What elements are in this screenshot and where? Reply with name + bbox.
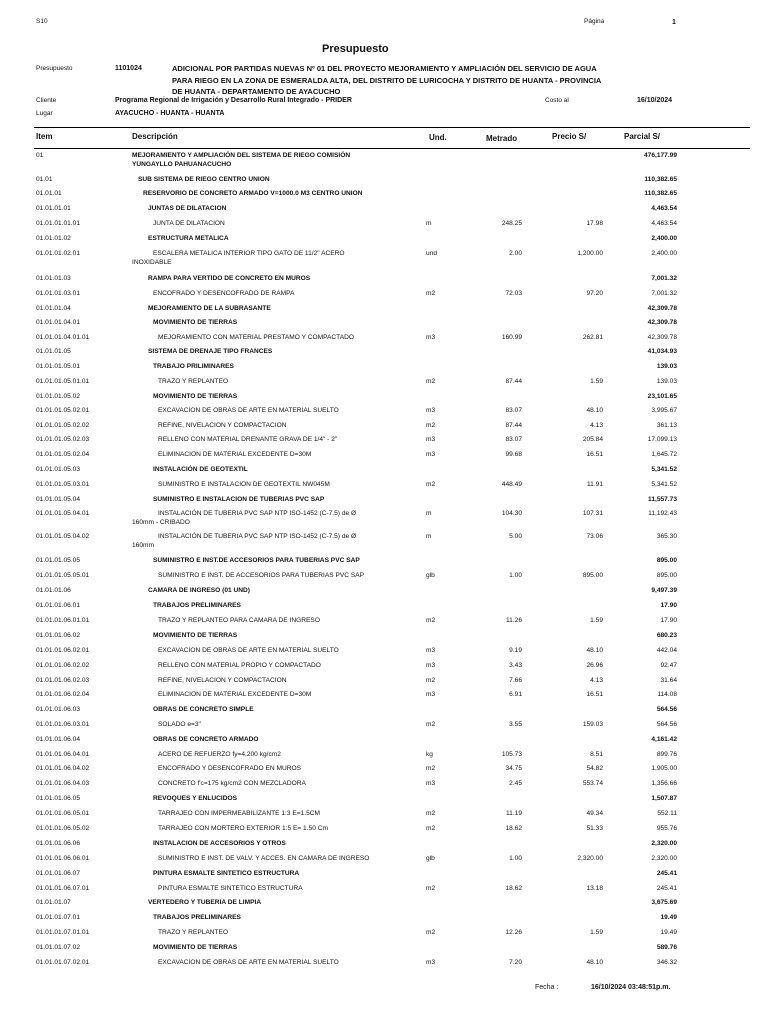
row-item-code: 01.01.01.01	[36, 205, 71, 212]
row-description: CAMARA DE INGRESO (01 UND)	[148, 587, 250, 594]
row-item-code: 01.01.01.06.02.03	[36, 677, 90, 684]
row-metrado: 6.91	[509, 691, 522, 698]
row-description: SUB SISTEMA DE RIEGO CENTRO UNION	[138, 176, 270, 183]
row-item-code: 01.01.01.05	[36, 348, 71, 355]
row-unit: m3	[426, 780, 436, 787]
row-partial: 564.56	[656, 721, 677, 728]
budget-description-line-3: DE HUANTA - DEPARTAMENTO DE AYACUCHO	[172, 87, 341, 96]
row-unit: m2	[426, 422, 436, 429]
row-price: 48.10	[586, 647, 603, 654]
row-item-code: 01.01.01.04	[36, 305, 71, 312]
row-price: 26.96	[586, 662, 603, 669]
row-item-code: 01.01.01.03.01	[36, 290, 80, 297]
row-description: MEJORAMIENTO Y AMPLIACIÓN DEL SISTEMA DE RIEGO COMISIÓN	[132, 152, 351, 159]
row-partial: 4,463.54	[651, 205, 677, 212]
row-item-code: 01.01.01.02.01	[36, 250, 80, 257]
row-partial: 1,507.87	[651, 795, 677, 802]
row-price: 16.51	[586, 691, 603, 698]
row-unit: m3	[426, 959, 436, 966]
row-item-code: 01.01.01.01.01	[36, 220, 80, 227]
row-description: VERTEDERO Y TUBERIA DE LIMPIA	[148, 899, 262, 906]
row-item-code: 01.01.01.04.01.01	[36, 334, 90, 341]
row-description-continuation: INOXIDABLE	[132, 259, 172, 266]
row-price: 51.33	[586, 825, 603, 832]
row-item-code: 01.01.01.07.02.01	[36, 959, 90, 966]
row-price: 1.59	[590, 617, 603, 624]
row-description: TRAZO Y REPLANTEO	[158, 929, 229, 936]
cost-date: 16/10/2024	[637, 97, 673, 104]
row-price: 1.59	[590, 378, 603, 385]
row-unit: m3	[426, 334, 436, 341]
row-unit: m3	[426, 436, 436, 443]
row-metrado: 2.00	[509, 250, 522, 257]
row-description: ACERO DE REFUERZO fy=4,200 kg/cm2	[158, 751, 281, 758]
row-description: TARRAJEO CON MORTERO EXTERIOR 1:5 E= 1.50 Cm	[158, 825, 328, 832]
row-item-code: 01.01.01.06.04	[36, 736, 80, 743]
row-unit: m3	[426, 691, 436, 698]
row-description: RAMPA PARA VERTIDO DE CONCRETO EN MUROS	[148, 275, 311, 282]
row-description: JUNTA DE DILATACION	[153, 220, 225, 227]
row-partial: 346.32	[656, 959, 677, 966]
row-partial: 7,001.32	[651, 275, 677, 282]
row-partial: 7,001.32	[651, 290, 677, 297]
row-item-code: 01.01.01.06.06.01	[36, 855, 90, 862]
row-description: TRABAJOS PRELIMINARES	[153, 602, 241, 609]
row-item-code: 01.01.01.06.04.01	[36, 751, 90, 758]
row-partial: 1,645.72	[651, 451, 677, 458]
row-unit: m	[426, 220, 432, 227]
row-partial: 564.56	[656, 706, 677, 713]
row-description: TRAZO Y REPLANTEO PARA CAMARA DE INGRESO	[158, 617, 320, 624]
row-description: SUMINISTRO E INST.DE ACCESORIOS PARA TUBERIAS PVC SAP	[153, 557, 360, 564]
row-item-code: 01.01.01.07	[36, 899, 71, 906]
row-description-continuation: YUNGAYLLO PAHUANACUCHO	[132, 161, 232, 168]
row-price: 54.82	[586, 765, 603, 772]
row-metrado: 83.07	[505, 436, 522, 443]
row-price: 73.06	[586, 533, 603, 540]
row-item-code: 01.01.01.05.02.03	[36, 436, 90, 443]
row-item-code: 01.01.01.05.01	[36, 363, 80, 370]
row-partial: 5,341.52	[651, 466, 677, 473]
row-metrado: 18.62	[505, 885, 522, 892]
row-metrado: 104.30	[501, 510, 522, 517]
row-item-code: 01.01.01.06.01	[36, 602, 80, 609]
row-metrado: 448.49	[501, 481, 522, 488]
row-price: 8.51	[590, 751, 603, 758]
row-metrado: 7.20	[509, 959, 522, 966]
row-description: MEJORAMIENTO DE LA SUBRASANTE	[148, 305, 271, 312]
row-description: MOVIMIENTO DE TIERRAS	[153, 319, 238, 326]
row-description: INSTALACIÓN DE TUBERIA PVC SAP NTP ISO-1452 (C-7.5) de Ø	[158, 533, 357, 540]
row-description: INSTALACIÓN DE GEOTEXTIL	[153, 466, 248, 473]
row-price: 1.59	[590, 929, 603, 936]
row-item-code: 01.01.01.02	[36, 235, 71, 242]
row-metrado: 87.44	[505, 378, 522, 385]
row-price: 16.51	[586, 451, 603, 458]
row-description: ESTRUCTURA METALICA	[148, 235, 229, 242]
row-unit: m	[426, 533, 432, 540]
row-partial: 4,161.42	[651, 736, 677, 743]
row-description: JUNTAS DE DILATACION	[148, 205, 227, 212]
row-metrado: 83.07	[505, 407, 522, 414]
column-header-unit: Und.	[429, 133, 447, 142]
row-unit: m2	[426, 825, 436, 832]
row-partial: 23,101.65	[647, 393, 677, 400]
row-partial: 442.04	[656, 647, 677, 654]
row-unit: m2	[426, 290, 436, 297]
place-label: Lugar	[36, 110, 53, 117]
row-price: 11.91	[586, 481, 603, 488]
row-unit: kg	[426, 751, 433, 758]
row-item-code: 01.01.01.07.02	[36, 944, 80, 951]
row-metrado: 72.03	[505, 290, 522, 297]
cost-date-label: Costo al	[545, 97, 569, 104]
row-metrado: 160.99	[501, 334, 522, 341]
row-description: OBRAS DE CONCRETO SIMPLE	[153, 706, 254, 713]
row-price: 262.81	[582, 334, 603, 341]
client-label: Cliente	[36, 97, 57, 104]
corner-code: S10	[36, 18, 48, 25]
row-item-code: 01.01.01.05.04	[36, 496, 80, 503]
row-item-code: 01.01.01.05.02.04	[36, 451, 90, 458]
row-item-code: 01.01.01.05.05.01	[36, 572, 90, 579]
row-unit: m2	[426, 481, 436, 488]
row-item-code: 01.01.01.05.03	[36, 466, 80, 473]
row-item-code: 01.01.01.05.01.01	[36, 378, 90, 385]
row-partial: 3,995.67	[651, 407, 677, 414]
row-metrado: 2.45	[509, 780, 522, 787]
row-item-code: 01.01.01.05.05	[36, 557, 80, 564]
row-partial: 245.41	[656, 885, 677, 892]
row-partial: 41,034.93	[647, 348, 677, 355]
row-item-code: 01.01.01.05.03.01	[36, 481, 90, 488]
row-item-code: 01.01.01	[36, 190, 62, 197]
row-price: 17.98	[586, 220, 603, 227]
budget-description-line-1: ADICIONAL POR PARTIDAS NUEVAS Nº 01 DEL PROYECTO MEJORAMIENTO Y AMPLIACIÓN DEL SERVICIO DE AGUA	[172, 64, 597, 73]
row-description: EXCAVACION DE OBRAS DE ARTE EN MATERIAL SUELTO	[158, 959, 339, 966]
row-item-code: 01.01.01.06	[36, 587, 71, 594]
row-item-code: 01.01.01.05.02	[36, 393, 80, 400]
row-description: ELIMINACION DE MATERIAL EXCEDENTE D=30M	[158, 451, 312, 458]
column-header-description: Descripción	[132, 132, 178, 141]
row-description: SUMINISTRO E INST. DE ACCESORIOS PARA TUBERIAS PVC SAP	[158, 572, 365, 579]
row-item-code: 01.01.01.06.06	[36, 840, 80, 847]
row-description: SOLADO e=3"	[158, 721, 201, 728]
row-description: SUMINISTRO E INST. DE VALV. Y ACCES. EN CAMARA DE INGRESO	[158, 855, 370, 862]
row-unit: m3	[426, 647, 436, 654]
row-description: INSTALACIÓN DE TUBERIA PVC SAP NTP ISO-1452 (C-7.5) de Ø	[158, 510, 357, 517]
row-unit: m2	[426, 765, 436, 772]
row-partial: 895.00	[656, 557, 677, 564]
row-metrado: 7.66	[509, 677, 522, 684]
row-description: REVOQUES Y ENLUCIDOS	[153, 795, 238, 802]
row-description: TARRAJEO CON IMPERMEABILIZANTE 1:3 E=1.5CM	[158, 810, 321, 817]
row-partial: 552.11	[657, 810, 677, 817]
page-label: Página	[584, 18, 605, 25]
row-description: INSTALACION DE ACCESORIOS Y OTROS	[153, 840, 286, 847]
row-unit: m	[426, 510, 432, 517]
row-item-code: 01.01.01.06.02.04	[36, 691, 90, 698]
row-unit: glb	[426, 572, 435, 579]
row-partial: 31.64	[660, 677, 677, 684]
row-item-code: 01.01.01.06.02.01	[36, 647, 90, 654]
row-metrado: 34.75	[505, 765, 522, 772]
row-metrado: 11.19	[505, 810, 522, 817]
row-item-code: 01.01.01.06.05.01	[36, 810, 90, 817]
column-header-partial: Parcial S/	[624, 132, 661, 141]
row-description: PINTURA ESMALTE SINTETICO ESTRUCTURA	[153, 870, 300, 877]
row-metrado: 3.55	[509, 721, 522, 728]
column-header-metrado: Metrado	[486, 134, 518, 143]
row-price: 4.13	[590, 422, 603, 429]
row-description: TRAZO Y REPLANTEO	[158, 378, 229, 385]
row-metrado: 1.00	[509, 572, 522, 579]
row-description: SUMINISTRO E INSTALACION DE TUBERIAS PVC SAP	[153, 496, 325, 503]
budget-description-line-2: PARA RIEGO EN LA ZONA DE ESMERALDA ALTA, DEL DISTRITO DE LURICOCHA Y DISTRITO DE HUANTA - PROVINCIA	[172, 75, 602, 85]
row-partial: 139.03	[656, 378, 677, 385]
row-description: ENCOFRADO Y DESENCOFRADO DE RAMPA	[153, 290, 295, 297]
row-unit: m3	[426, 407, 436, 414]
row-partial: 2,320.00	[651, 855, 677, 862]
row-description: PINTURA ESMALTE SINTETICO ESTRUCTURA	[158, 885, 303, 892]
budget-code: 1101024	[115, 65, 142, 72]
row-metrado: 1.00	[509, 855, 522, 862]
row-item-code: 01.01.01.06.03	[36, 706, 80, 713]
row-partial: 42,309.78	[647, 334, 677, 341]
row-description-continuation: 160mm - CRIBADO	[132, 519, 190, 526]
row-partial: 895.00	[656, 572, 677, 579]
row-description: MEJORAMIENTO CON MATERIAL PRESTAMO Y COMPACTADO	[158, 334, 355, 341]
document-title: Presupuesto	[322, 43, 389, 55]
row-metrado: 9.19	[509, 647, 522, 654]
row-partial: 110,382.65	[644, 190, 677, 197]
footer-date-label: Fecha :	[535, 984, 559, 991]
row-partial: 2,400.00	[651, 235, 677, 242]
row-partial: 19.49	[660, 929, 677, 936]
row-item-code: 01.01.01.06.03.01	[36, 721, 90, 728]
row-partial: 42,309.78	[647, 305, 677, 312]
row-partial: 42,309.78	[647, 319, 677, 326]
client-value: Programa Regional de Irrigación y Desarrollo Rural Integrado - PRIDER	[115, 97, 352, 104]
row-price: 553.74	[582, 780, 603, 787]
row-item-code: 01.01.01.05.04.01	[36, 510, 90, 517]
page-number: 1	[672, 19, 676, 26]
row-price: 107.31	[582, 510, 603, 517]
budget-label: Presupuesto	[36, 65, 73, 72]
row-price: 48.10	[586, 959, 603, 966]
row-item-code: 01.01.01.07.01	[36, 914, 80, 921]
row-partial: 11,557.73	[648, 496, 677, 503]
row-metrado: 99.68	[505, 451, 522, 458]
row-item-code: 01.01.01.07.01.01	[36, 929, 90, 936]
row-partial: 114.08	[657, 691, 677, 698]
place-value: AYACUCHO - HUANTA - HUANTA	[115, 110, 225, 117]
row-partial: 245.41	[656, 870, 677, 877]
row-item-code: 01.01.01.06.07.01	[36, 885, 90, 892]
row-item-code: 01.01.01.05.02.01	[36, 407, 90, 414]
row-partial: 5,341.52	[651, 481, 677, 488]
row-partial: 9,497.39	[651, 587, 677, 594]
row-description: MOVIMIENTO DE TIERRAS	[153, 944, 238, 951]
row-item-code: 01.01.01.03	[36, 275, 71, 282]
row-description: SISTEMA DE DRENAJE TIPO FRANCES	[148, 348, 273, 355]
row-unit: m2	[426, 617, 436, 624]
footer-date-value: 16/10/2024 03:48:51p.m.	[591, 984, 671, 991]
row-description: RESERVORIO DE CONCRETO ARMADO V=1000.0 M3 CENTRO UNION	[143, 190, 363, 197]
row-metrado: 11.26	[505, 617, 522, 624]
row-unit: m2	[426, 885, 436, 892]
row-partial: 11,192.43	[648, 510, 677, 517]
row-item-code: 01.01.01.06.05	[36, 795, 80, 802]
row-item-code: 01.01.01.05.04.02	[36, 533, 90, 540]
row-partial: 361.13	[656, 422, 677, 429]
row-price: 159.03	[582, 721, 603, 728]
row-partial: 1,356.66	[651, 780, 677, 787]
row-item-code: 01	[36, 152, 44, 159]
row-unit: m2	[426, 677, 436, 684]
row-description: EXCAVACION DE OBRAS DE ARTE EN MATERIAL SUELTO	[158, 647, 339, 654]
row-description: CONCRETO f'c=175 kg/cm2 CON MEZCLADORA	[158, 780, 306, 787]
row-unit: m3	[426, 662, 436, 669]
row-price: 4.13	[590, 677, 603, 684]
row-price: 2,320.00	[577, 855, 603, 862]
row-metrado: 5.00	[509, 533, 522, 540]
row-metrado: 3.43	[509, 662, 522, 669]
row-price: 205.84	[582, 436, 603, 443]
row-price: 48.10	[586, 407, 603, 414]
column-header-price: Precio S/	[552, 132, 587, 141]
row-item-code: 01.01.01.06.04.02	[36, 765, 90, 772]
row-partial: 1,905.00	[651, 765, 677, 772]
row-metrado: 12.26	[505, 929, 522, 936]
row-item-code: 01.01.01.06.07	[36, 870, 80, 877]
row-description: MOVIMIENTO DE TIERRAS	[153, 632, 238, 639]
row-description: RELLENO CON MATERIAL DRENANTE GRAVA DE 1/4" - 2"	[158, 436, 338, 443]
row-partial: 955.76	[656, 825, 677, 832]
row-description: OBRAS DE CONCRETO ARMADO	[153, 736, 259, 743]
row-unit: m2	[426, 378, 436, 385]
row-description: RELLENO CON MATERIAL PROPIO Y COMPACTADO	[158, 662, 321, 669]
row-partial: 19.49	[660, 914, 677, 921]
row-partial: 17.90	[660, 602, 677, 609]
row-item-code: 01.01.01.06.05.02	[36, 825, 90, 832]
row-price: 97.20	[586, 290, 603, 297]
row-partial: 365.30	[656, 533, 677, 540]
row-partial: 17.90	[660, 617, 677, 624]
row-description: ESCALERA METALICA INTERIOR TIPO GATO DE 11/2" ACERO	[153, 250, 345, 257]
row-item-code: 01.01	[36, 176, 53, 183]
row-partial: 2,320.00	[651, 840, 677, 847]
row-description: TRABAJOS PRELIMINARES	[153, 914, 241, 921]
row-description: TRABAJO PRILIMINARES	[153, 363, 234, 370]
row-partial: 139.03	[656, 363, 677, 370]
row-unit: und	[426, 250, 438, 257]
row-item-code: 01.01.01.06.02	[36, 632, 80, 639]
row-item-code: 01.01.01.06.02.02	[36, 662, 90, 669]
row-partial: 899.76	[656, 751, 677, 758]
row-metrado: 18.62	[505, 825, 522, 832]
row-metrado: 105.73	[501, 751, 522, 758]
row-description: EXCAVACION DE OBRAS DE ARTE EN MATERIAL SUELTO	[158, 407, 339, 414]
row-price: 49.34	[586, 810, 603, 817]
row-unit: m2	[426, 721, 436, 728]
row-partial: 2,400.00	[651, 250, 677, 257]
row-partial: 92.47	[660, 662, 677, 669]
row-partial: 3,675.69	[651, 899, 677, 906]
row-partial: 476,177.99	[643, 152, 677, 159]
row-unit: m3	[426, 451, 436, 458]
row-partial: 17,099.13	[647, 436, 677, 443]
row-item-code: 01.01.01.06.04.03	[36, 780, 90, 787]
row-metrado: 248.25	[501, 220, 522, 227]
row-description-continuation: 160mm	[132, 542, 154, 549]
row-description: REFINE, NIVELACION Y COMPACTACION	[158, 422, 287, 429]
row-unit: glb	[426, 855, 435, 862]
row-unit: m2	[426, 810, 436, 817]
row-description: SUMINISTRO E INSTALACION DE GEOTEXTIL NW045M	[158, 481, 330, 488]
column-header-item: Item	[36, 132, 53, 141]
row-description: ELIMINACION DE MATERIAL EXCEDENTE D=30M	[158, 691, 312, 698]
row-description: ENCOFRADO Y DESENCOFRADO EN MUROS	[158, 765, 302, 772]
row-partial: 110,382.65	[644, 176, 677, 183]
row-partial: 680.23	[656, 632, 677, 639]
row-item-code: 01.01.01.06.01.01	[36, 617, 90, 624]
row-description: MOVIMIENTO DE TIERRAS	[153, 393, 238, 400]
row-partial: 589.76	[656, 944, 677, 951]
row-partial: 4,463.54	[651, 220, 677, 227]
row-unit: m2	[426, 929, 436, 936]
row-price: 1,200.00	[577, 250, 603, 257]
row-description: REFINE, NIVELACION Y COMPACTACION	[158, 677, 287, 684]
row-price: 13.18	[586, 885, 603, 892]
row-item-code: 01.01.01.04.01	[36, 319, 80, 326]
row-metrado: 87.44	[505, 422, 522, 429]
row-item-code: 01.01.01.05.02.02	[36, 422, 90, 429]
row-price: 895.00	[582, 572, 603, 579]
